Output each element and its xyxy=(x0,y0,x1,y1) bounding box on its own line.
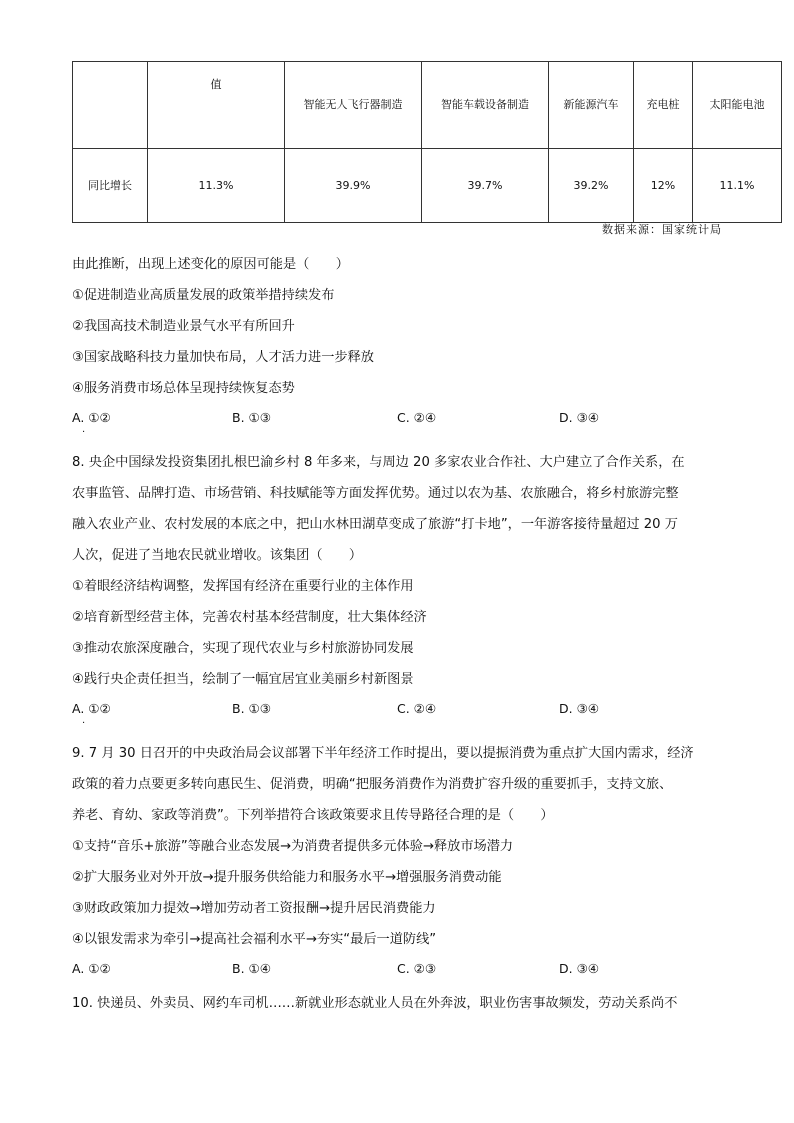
q7-item-1: ①促进制造业高质量发展的政策举措持续发布 xyxy=(72,288,335,303)
q9-item-4: ④以银发需求为牵引→提高社会福利水平→夯实“最后一道防线” xyxy=(72,932,437,947)
q8-option-d[interactable]: D. ③④ xyxy=(559,701,599,716)
table-data-row xyxy=(73,149,782,223)
table-header-cell: 智能车载设备制造 xyxy=(422,62,549,149)
table-cell: 11.1% xyxy=(693,149,782,223)
q9-option-d[interactable]: D. ③④ xyxy=(559,961,599,976)
q9-line-1: 9. 7 月 30 日召开的中央政治局会议部署下半年经济工作时提出，要以提振消费为重点扩大国内需求，经济 xyxy=(72,746,694,761)
q8-item-4: ④践行央企责任担当，绘制了一幅宜居宜业美丽乡村新图景 xyxy=(72,672,414,687)
q7-stem: 由此推断，出现上述变化的原因可能是（ ） xyxy=(72,257,349,272)
q7-option-a[interactable]: A. ①② xyxy=(72,410,111,425)
q8-line-1: 8. 央企中国绿发投资集团扎根巴渝乡村 8 年多来，与周边 20 多家农业合作社、大户建立了合作关系，在 xyxy=(72,455,685,470)
q8-line-4: 人次，促进了当地农民就业增收。该集团（ ） xyxy=(72,548,363,563)
table-cell: 39.9% xyxy=(285,149,422,223)
q8-item-2: ②培育新型经营主体，完善农村基本经营制度，壮大集体经济 xyxy=(72,610,427,625)
q8-item-1: ①着眼经济结构调整，发挥国有经济在重要行业的主体作用 xyxy=(72,579,414,594)
q8-line-3: 融入农业产业、农村发展的本底之中，把山水林田湖草变成了旅游“打卡地”，一年游客接待量超过 20 万 xyxy=(72,517,678,532)
q7-item-2: ②我国高技术制造业景气水平有所回升 xyxy=(72,319,295,334)
q7-option-b[interactable]: B. ①③ xyxy=(232,410,271,425)
q9-line-2: 政策的着力点要更多转向惠民生、促消费，明确“把服务消费作为消费扩容升级的重要抓手，支持文旅、 xyxy=(72,777,673,792)
table-cell: 12% xyxy=(634,149,693,223)
table-cell: 11.3% xyxy=(148,149,285,223)
table-header-cell: 太阳能电池 xyxy=(693,62,782,149)
q10-line-1: 10. 快递员、外卖员、网约车司机……新就业形态就业人员在外奔波，职业伤害事故频发，劳动关系尚不 xyxy=(72,996,678,1011)
q7-item-4: ④服务消费市场总体呈现持续恢复态势 xyxy=(72,381,295,396)
q8-option-a[interactable]: A. ①② xyxy=(72,701,111,716)
data-source-note: 数据来源：国家统计局 xyxy=(602,223,722,236)
q8-option-b[interactable]: B. ①③ xyxy=(232,701,271,716)
table-header-cell: 充电桩 xyxy=(634,62,693,149)
table-row-label: 同比增长 xyxy=(73,149,148,223)
q8-options xyxy=(72,701,722,721)
q9-option-c[interactable]: C. ②③ xyxy=(397,961,437,976)
mark-dot: . xyxy=(82,424,86,435)
q8-item-3: ③推动农旅深度融合，实现了现代农业与乡村旅游协同发展 xyxy=(72,641,414,656)
q9-line-3: 养老、育幼、家政等消费”。下列举措符合该政策要求且传导路径合理的是（ ） xyxy=(72,808,554,823)
q7-item-3: ③国家战略科技力量加快布局，人才活力进一步释放 xyxy=(72,350,374,365)
q7-options xyxy=(72,410,722,430)
q9-item-1: ①支持“音乐+旅游”等融合业态发展→为消费者提供多元体验→释放市场潜力 xyxy=(72,839,514,854)
table-header-cell: 新能源汽车 xyxy=(549,62,634,149)
q9-item-2: ②扩大服务业对外开放→提升服务供给能力和服务水平→增强服务消费动能 xyxy=(72,870,502,885)
q9-options xyxy=(72,961,722,981)
table-cell: 39.2% xyxy=(549,149,634,223)
mark-dot: . xyxy=(82,715,86,726)
q7-option-c[interactable]: C. ②④ xyxy=(397,410,437,425)
statistics-table xyxy=(72,61,782,223)
q7-option-d[interactable]: D. ③④ xyxy=(559,410,599,425)
q9-option-a[interactable]: A. ①② xyxy=(72,961,111,976)
table-header-row xyxy=(73,62,782,149)
q9-option-b[interactable]: B. ①④ xyxy=(232,961,271,976)
table-header-cell xyxy=(73,62,148,149)
q8-option-c[interactable]: C. ②④ xyxy=(397,701,437,716)
table-cell: 39.7% xyxy=(422,149,549,223)
table-header-cell: 值 xyxy=(148,62,285,149)
table-header-cell: 智能无人飞行器制造 xyxy=(285,62,422,149)
q9-item-3: ③财政政策加力提效→增加劳动者工资报酬→提升居民消费能力 xyxy=(72,901,436,916)
q8-line-2: 农事监管、品牌打造、市场营销、科技赋能等方面发挥优势。通过以农为基、农旅融合，将乡村旅游完整 xyxy=(72,486,679,501)
